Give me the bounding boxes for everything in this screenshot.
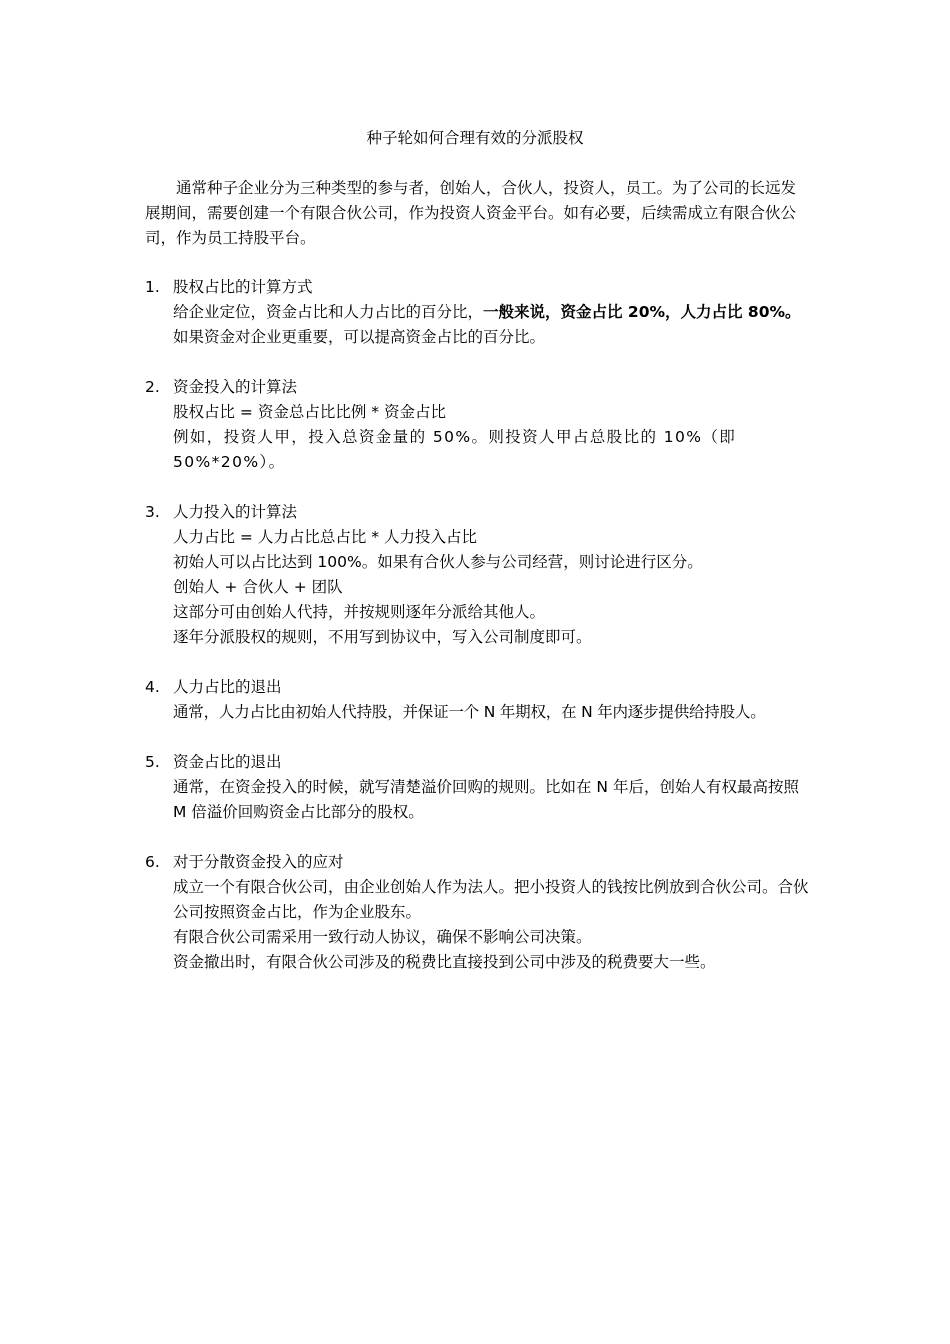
section-body	[145, 400, 810, 475]
section-2	[145, 375, 810, 475]
section-line-text: 如果资金对企业更重要，可以提高资金占比的百分比。	[173, 328, 546, 346]
document-title: 种子轮如何合理有效的分派股权	[366, 129, 584, 147]
section-body	[145, 875, 810, 975]
section-line: 这部分可由创始人代持，并按规则逐年分派给其他人。	[173, 603, 546, 621]
section-body	[145, 775, 810, 825]
section-heading-text: 资金投入的计算法	[173, 378, 298, 396]
section-line: 通常，在资金投入的时候，就写清楚溢价回购的规则。比如在 N 年后，创始人有权最高按照 M 倍溢价回购资金占比部分的股权。	[173, 778, 799, 821]
section-line: 例如，投资人甲，投入总资金量的 50%。则投资人甲占总股比的 10%（即 50%*20%）。	[173, 428, 737, 471]
section-3	[145, 500, 810, 650]
section-heading-text: 股权占比的计算方式	[173, 278, 313, 296]
section-line: 创始人 + 合伙人 + 团队	[173, 578, 343, 596]
section-1	[145, 275, 810, 350]
section-line: 通常，人力占比由初始人代持股，并保证一个 N 年期权，在 N 年内逐步提供给持股人。	[173, 703, 766, 721]
section-list	[145, 275, 810, 1000]
section-number: 5.	[145, 753, 160, 771]
section-body	[145, 700, 810, 725]
section-number: 2.	[145, 378, 160, 396]
section-heading	[145, 500, 810, 525]
section-line: 初始人可以占比达到 100%。如果有合伙人参与公司经营，则讨论进行区分。	[173, 553, 703, 571]
section-number: 3.	[145, 503, 160, 521]
section-heading	[145, 750, 810, 775]
section-heading	[145, 375, 810, 400]
section-5	[145, 750, 810, 825]
section-number: 1.	[145, 278, 160, 296]
section-line: 成立一个有限合伙公司，由企业创始人作为法人。把小投资人的钱按比例放到合伙公司。合伙公司按照资金占比，作为企业股东。	[173, 878, 809, 921]
section-heading	[145, 675, 810, 700]
section-heading	[145, 850, 810, 875]
section-line: 逐年分派股权的规则，不用写到协议中，写入公司制度即可。	[173, 628, 592, 646]
section-heading	[145, 275, 810, 300]
emphasis-text: 一般来说，资金占比 20%，人力占比 80%。	[483, 303, 801, 321]
section-line: 人力占比 = 人力占比总占比 * 人力投入占比	[173, 528, 477, 546]
section-number: 4.	[145, 678, 160, 696]
section-line: 资金撤出时，有限合伙公司涉及的税费比直接投到公司中涉及的税费要大一些。	[173, 953, 716, 971]
section-body	[145, 300, 810, 350]
section-number: 6.	[145, 853, 160, 871]
section-heading-text: 人力投入的计算法	[173, 503, 298, 521]
section-heading-text: 资金占比的退出	[173, 753, 282, 771]
section-line: 股权占比 = 资金总占比比例 * 资金占比	[173, 403, 446, 421]
section-heading-text: 对于分散资金投入的应对	[173, 853, 344, 871]
section-body	[145, 525, 810, 650]
section-6	[145, 850, 810, 975]
section-line-text: 给企业定位，资金占比和人力占比的百分比，	[173, 303, 484, 321]
section-4	[145, 675, 810, 725]
section-line: 有限合伙公司需采用一致行动人协议，确保不影响公司决策。	[173, 928, 592, 946]
section-heading-text: 人力占比的退出	[173, 678, 282, 696]
section-line	[173, 300, 810, 350]
intro-paragraph: 通常种子企业分为三种类型的参与者，创始人，合伙人，投资人，员工。为了公司的长远发展期间，需要创建一个有限合伙公司，作为投资人资金平台。如有必要，后续需成立有限合伙公司，作为员工持股平台。	[145, 179, 797, 247]
